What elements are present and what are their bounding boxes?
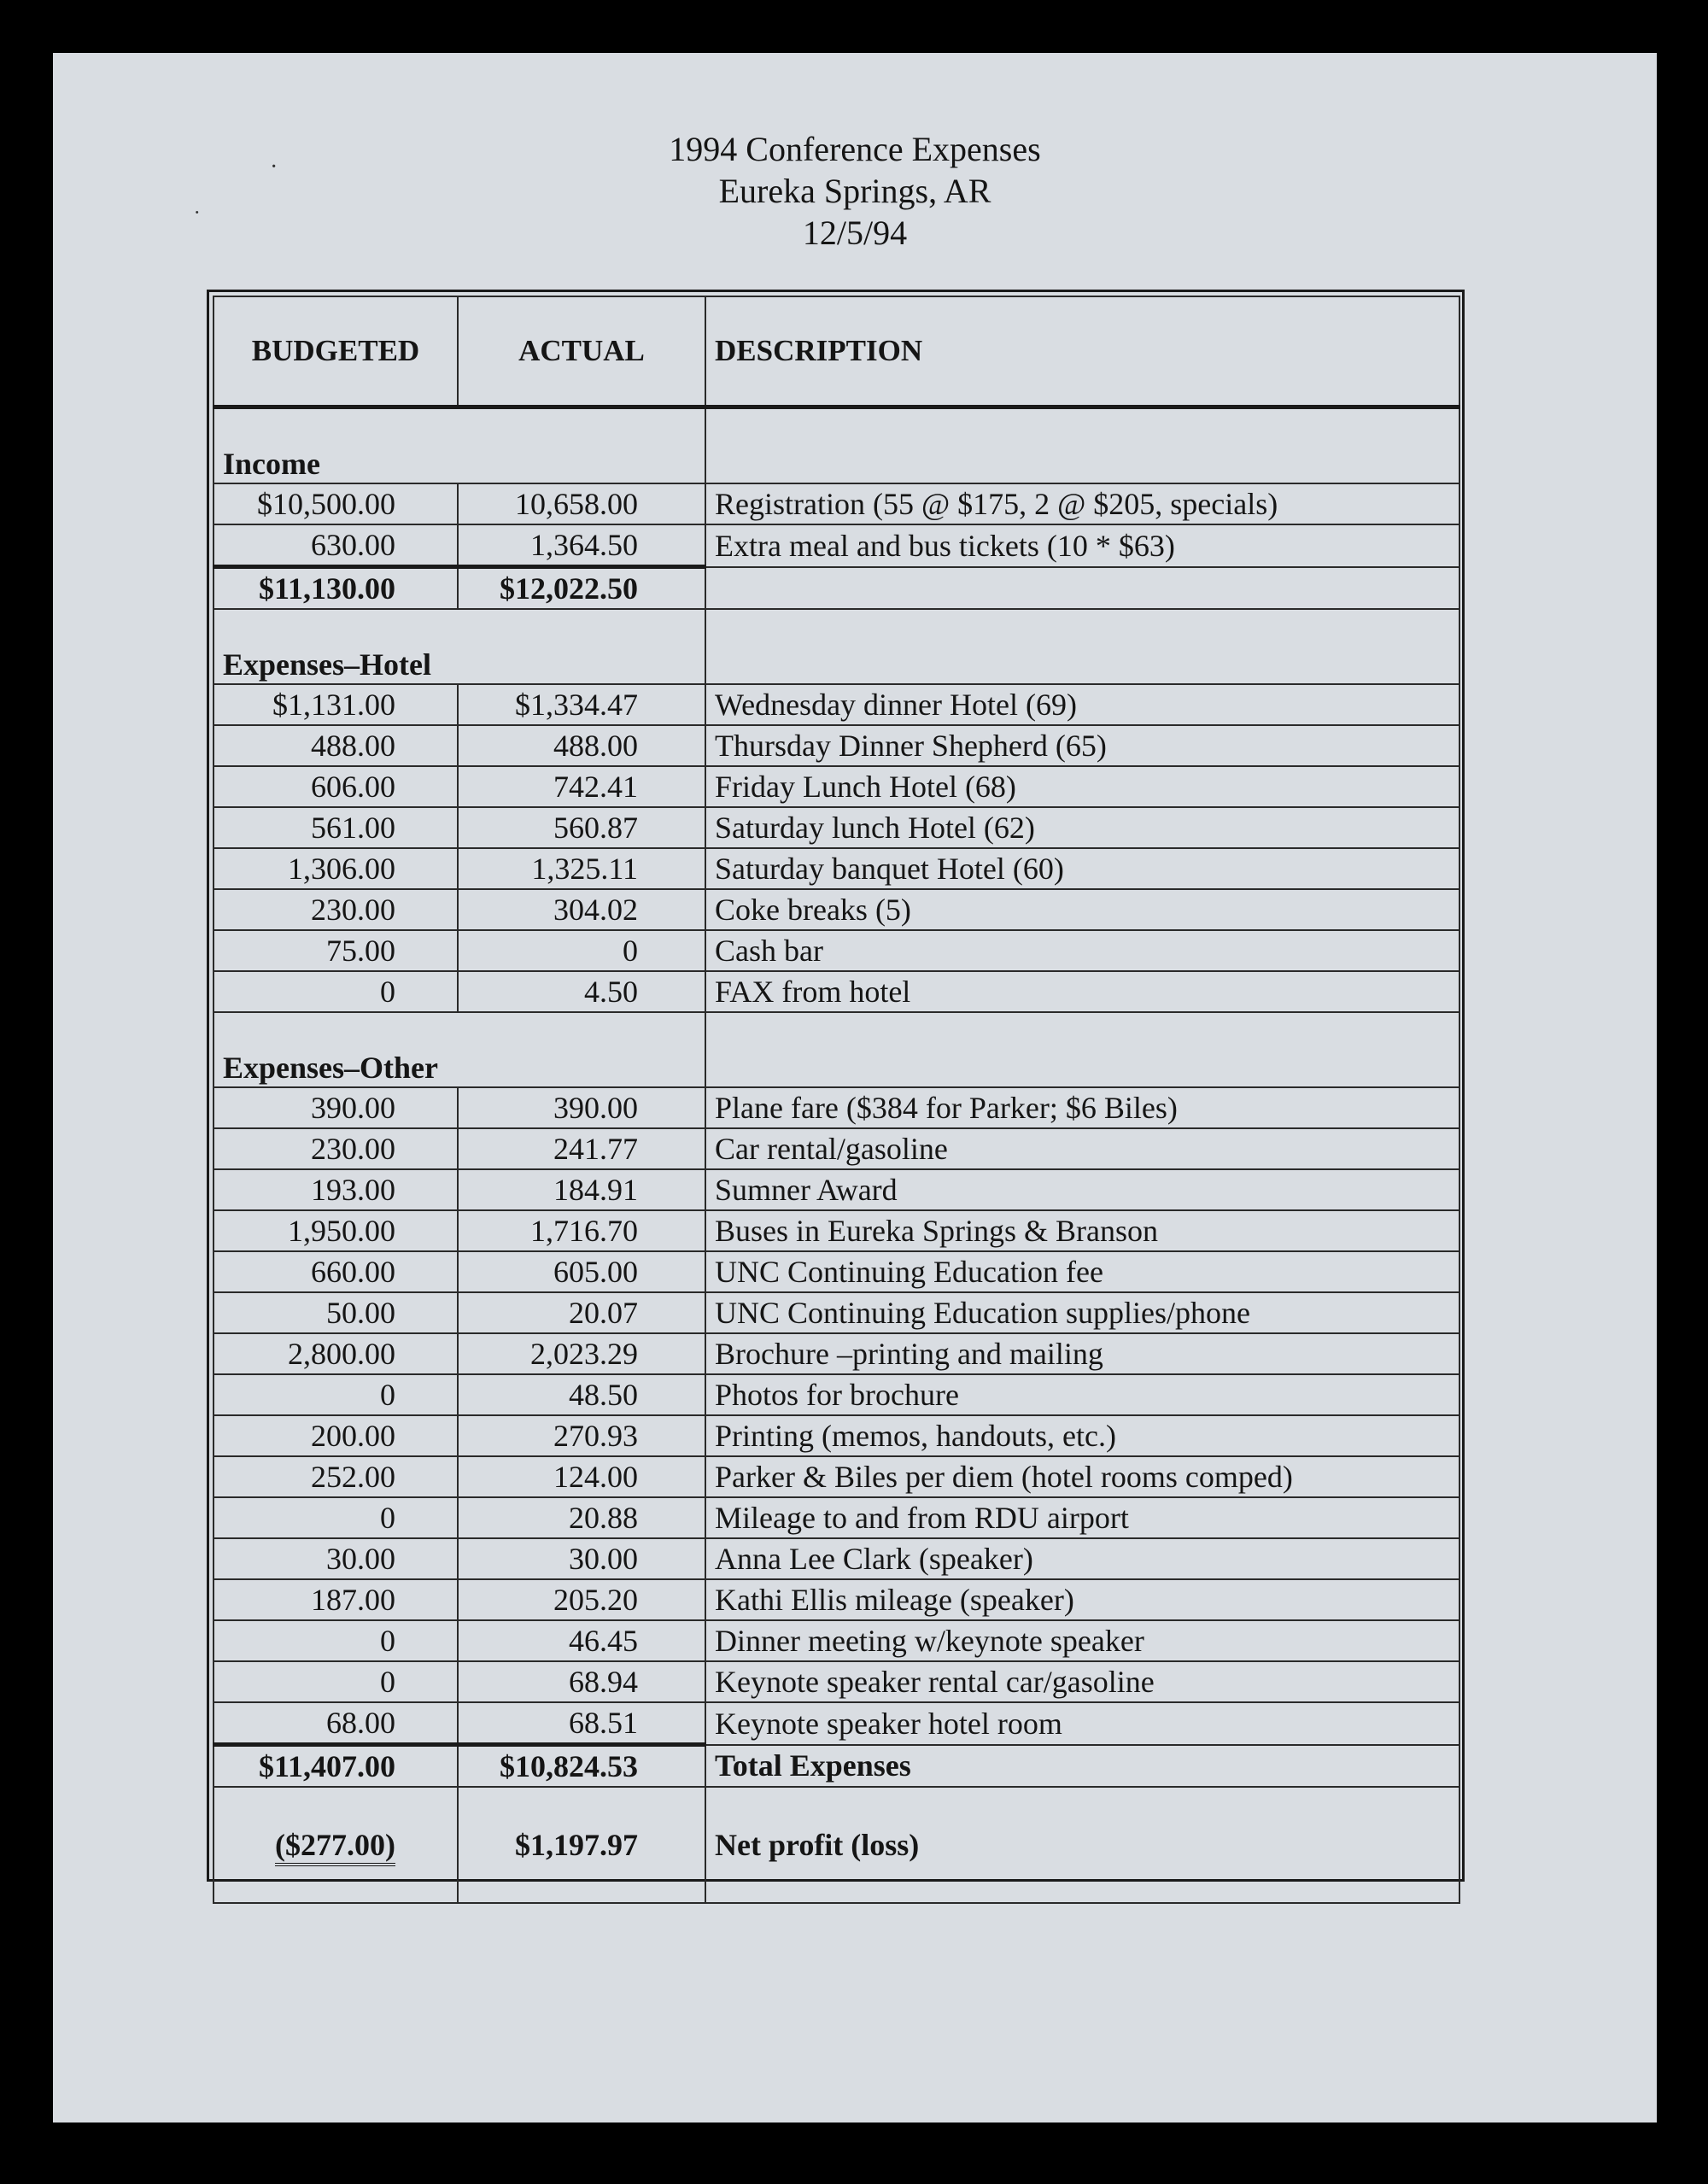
column-header-actual: ACTUAL (458, 296, 705, 407)
description-cell: Brochure –printing and mailing (705, 1333, 1459, 1374)
description-cell: Buses in Eureka Springs & Branson (705, 1210, 1459, 1251)
actual-cell: 390.00 (458, 1087, 705, 1128)
column-header-description: DESCRIPTION (705, 296, 1459, 407)
description-cell: Thursday Dinner Shepherd (65) (705, 725, 1459, 766)
actual-cell: 48.50 (458, 1374, 705, 1415)
actual-cell: 605.00 (458, 1251, 705, 1292)
net-description: Net profit (loss) (705, 1787, 1459, 1903)
budgeted-cell: $10,500.00 (214, 483, 458, 524)
budgeted-cell: 0 (214, 1661, 458, 1702)
actual-cell: 270.93 (458, 1415, 705, 1456)
other-expense-row (214, 1579, 1459, 1620)
other-expense-row (214, 1169, 1459, 1210)
section-row-hotel (214, 609, 1459, 684)
budgeted-cell: 230.00 (214, 1128, 458, 1169)
description-cell: UNC Continuing Education supplies/phone (705, 1292, 1459, 1333)
budgeted-cell: 0 (214, 1374, 458, 1415)
section-label-hotel: Expenses–Hotel (214, 609, 705, 684)
section-blank (705, 609, 1459, 684)
budgeted-cell: 68.00 (214, 1702, 458, 1745)
other-expense-row (214, 1128, 1459, 1169)
actual-cell: 10,658.00 (458, 483, 705, 524)
document-page (53, 53, 1657, 2123)
budgeted-cell: 75.00 (214, 930, 458, 971)
description-cell: Anna Lee Clark (speaker) (705, 1538, 1459, 1579)
budgeted-cell: 1,950.00 (214, 1210, 458, 1251)
other-expense-row (214, 1415, 1459, 1456)
budgeted-cell: 50.00 (214, 1292, 458, 1333)
description-cell: FAX from hotel (705, 971, 1459, 1012)
section-label-income: Income (214, 407, 705, 484)
other-expense-row (214, 1661, 1459, 1702)
section-row-other (214, 1012, 1459, 1087)
net-budgeted (214, 1787, 458, 1903)
expenses-table (213, 296, 1460, 1904)
stray-mark: ˙ (193, 207, 202, 233)
actual-cell: 1,325.11 (458, 848, 705, 889)
budgeted-cell: 200.00 (214, 1415, 458, 1456)
description-cell: Extra meal and bus tickets (10 * $63) (705, 524, 1459, 567)
actual-cell: 46.45 (458, 1620, 705, 1661)
hotel-expense-row (214, 971, 1459, 1012)
other-expense-row (214, 1702, 1459, 1745)
description-cell: UNC Continuing Education fee (705, 1251, 1459, 1292)
actual-cell: 205.20 (458, 1579, 705, 1620)
budgeted-cell: 561.00 (214, 807, 458, 848)
other-expense-row (214, 1210, 1459, 1251)
income-row (214, 524, 1459, 567)
other-expense-row (214, 1251, 1459, 1292)
section-row-income (214, 407, 1459, 484)
other-expense-row (214, 1374, 1459, 1415)
description-cell: Printing (memos, handouts, etc.) (705, 1415, 1459, 1456)
hotel-expense-row (214, 930, 1459, 971)
description-cell: Cash bar (705, 930, 1459, 971)
description-cell: Wednesday dinner Hotel (69) (705, 684, 1459, 725)
description-cell: Kathi Ellis mileage (speaker) (705, 1579, 1459, 1620)
description-cell: Registration (55 @ $175, 2 @ $205, specials) (705, 483, 1459, 524)
budgeted-cell: 0 (214, 971, 458, 1012)
actual-cell: 20.07 (458, 1292, 705, 1333)
heading-date: 12/5/94 (802, 214, 908, 252)
budgeted-cell: 1,306.00 (214, 848, 458, 889)
description-cell: Friday Lunch Hotel (68) (705, 766, 1459, 807)
description-cell: Car rental/gasoline (705, 1128, 1459, 1169)
column-header-budgeted: BUDGETED (214, 296, 458, 407)
budgeted-cell: 187.00 (214, 1579, 458, 1620)
budgeted-cell: $1,131.00 (214, 684, 458, 725)
actual-cell: 184.91 (458, 1169, 705, 1210)
total-description (705, 567, 1459, 610)
actual-cell: 68.94 (458, 1661, 705, 1702)
document-heading (53, 128, 1657, 254)
section-blank (705, 1012, 1459, 1087)
section-label-other: Expenses–Other (214, 1012, 705, 1087)
total-budgeted: $11,407.00 (214, 1745, 458, 1788)
other-expense-row (214, 1497, 1459, 1538)
actual-cell: 124.00 (458, 1456, 705, 1497)
net-budgeted-value: ($277.00) (275, 1828, 395, 1866)
actual-cell: 0 (458, 930, 705, 971)
actual-cell: 560.87 (458, 807, 705, 848)
actual-cell: 742.41 (458, 766, 705, 807)
actual-cell: 2,023.29 (458, 1333, 705, 1374)
description-cell: Saturday banquet Hotel (60) (705, 848, 1459, 889)
actual-cell: $1,334.47 (458, 684, 705, 725)
hotel-expense-row (214, 807, 1459, 848)
description-cell: Photos for brochure (705, 1374, 1459, 1415)
hotel-expense-row (214, 725, 1459, 766)
hotel-expense-row (214, 684, 1459, 725)
section-blank (705, 407, 1459, 484)
actual-cell: 1,716.70 (458, 1210, 705, 1251)
stray-mark: · (270, 154, 278, 180)
actual-cell: 304.02 (458, 889, 705, 930)
budgeted-cell: 0 (214, 1620, 458, 1661)
budgeted-cell: 606.00 (214, 766, 458, 807)
budgeted-cell: 630.00 (214, 524, 458, 567)
net-profit-row (214, 1787, 1459, 1903)
header-row (214, 296, 1459, 407)
actual-cell: 488.00 (458, 725, 705, 766)
description-cell: Keynote speaker hotel room (705, 1702, 1459, 1745)
description-cell: Plane fare ($384 for Parker; $6 Biles) (705, 1087, 1459, 1128)
hotel-expense-row (214, 766, 1459, 807)
total-actual: $12,022.50 (458, 567, 705, 610)
heading-location: Eureka Springs, AR (718, 172, 991, 210)
heading-title: 1994 Conference Expenses (669, 130, 1041, 168)
income-row (214, 483, 1459, 524)
hotel-expense-row (214, 889, 1459, 930)
actual-cell: 20.88 (458, 1497, 705, 1538)
description-cell: Keynote speaker rental car/gasoline (705, 1661, 1459, 1702)
actual-cell: 241.77 (458, 1128, 705, 1169)
budgeted-cell: 193.00 (214, 1169, 458, 1210)
budgeted-cell: 488.00 (214, 725, 458, 766)
other-expense-row (214, 1292, 1459, 1333)
other-expense-row (214, 1333, 1459, 1374)
budgeted-cell: 230.00 (214, 889, 458, 930)
budgeted-cell: 0 (214, 1497, 458, 1538)
description-cell: Dinner meeting w/keynote speaker (705, 1620, 1459, 1661)
income-total-row (214, 567, 1459, 610)
description-cell: Mileage to and from RDU airport (705, 1497, 1459, 1538)
budgeted-cell: 252.00 (214, 1456, 458, 1497)
other-total-row (214, 1745, 1459, 1788)
description-cell: Coke breaks (5) (705, 889, 1459, 930)
expenses-table-frame (207, 290, 1465, 1882)
other-expense-row (214, 1538, 1459, 1579)
description-cell: Parker & Biles per diem (hotel rooms comped) (705, 1456, 1459, 1497)
budgeted-cell: 390.00 (214, 1087, 458, 1128)
actual-cell: 30.00 (458, 1538, 705, 1579)
total-budgeted: $11,130.00 (214, 567, 458, 610)
budgeted-cell: 2,800.00 (214, 1333, 458, 1374)
description-cell: Sumner Award (705, 1169, 1459, 1210)
budgeted-cell: 30.00 (214, 1538, 458, 1579)
net-actual: $1,197.97 (458, 1787, 705, 1903)
other-expense-row (214, 1087, 1459, 1128)
total-description: Total Expenses (705, 1745, 1459, 1788)
other-expense-row (214, 1456, 1459, 1497)
actual-cell: 68.51 (458, 1702, 705, 1745)
description-cell: Saturday lunch Hotel (62) (705, 807, 1459, 848)
other-expense-row (214, 1620, 1459, 1661)
budgeted-cell: 660.00 (214, 1251, 458, 1292)
total-actual: $10,824.53 (458, 1745, 705, 1788)
actual-cell: 4.50 (458, 971, 705, 1012)
actual-cell: 1,364.50 (458, 524, 705, 567)
hotel-expense-row (214, 848, 1459, 889)
